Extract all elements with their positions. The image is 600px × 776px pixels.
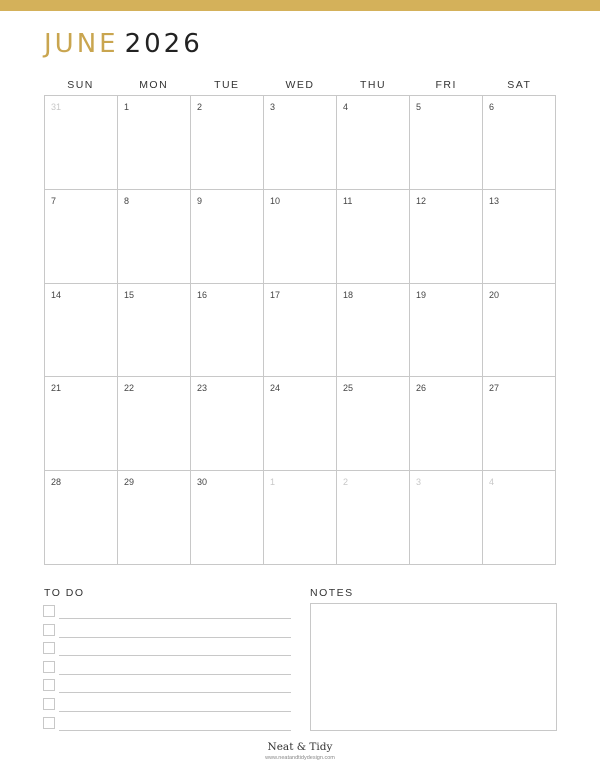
todo-line[interactable] [59, 692, 291, 693]
day-number: 21 [51, 383, 62, 394]
day-cell[interactable] [264, 284, 337, 378]
todo-item [43, 717, 291, 736]
todo-checkbox[interactable] [43, 717, 55, 729]
day-number: 24 [270, 383, 281, 394]
day-cell[interactable] [191, 377, 264, 471]
todo-item [43, 679, 291, 698]
day-cell[interactable] [45, 190, 118, 284]
day-number: 12 [416, 195, 427, 206]
day-number: 3 [416, 477, 422, 488]
brand-logo: Neat & Tidy [267, 741, 333, 753]
todo-line[interactable] [59, 655, 291, 656]
day-number: 7 [51, 195, 57, 206]
todo-line[interactable] [59, 730, 291, 731]
day-number: 16 [197, 289, 208, 300]
day-number: 3 [270, 102, 276, 112]
day-number: 4 [489, 477, 495, 488]
day-cell[interactable] [45, 96, 118, 190]
day-cell[interactable] [264, 377, 337, 471]
day-cell[interactable] [410, 284, 483, 378]
day-cell[interactable] [337, 190, 410, 284]
day-cell[interactable] [410, 190, 483, 284]
day-number: 20 [489, 289, 500, 300]
weekday-mon: MON [139, 79, 169, 91]
day-cell[interactable] [483, 190, 556, 284]
day-number: 6 [489, 102, 495, 112]
todo-item [43, 605, 291, 624]
todo-checkbox[interactable] [43, 624, 55, 636]
todo-list [43, 605, 291, 735]
day-number: 11 [343, 195, 353, 206]
todo-line[interactable] [59, 618, 291, 619]
day-cell[interactable] [483, 284, 556, 378]
title-month: JUNE [44, 29, 119, 59]
day-cell[interactable] [483, 471, 556, 565]
day-number: 1 [270, 477, 276, 488]
day-cell[interactable] [337, 284, 410, 378]
day-cell[interactable] [118, 377, 191, 471]
day-number: 29 [124, 477, 135, 488]
day-number: 1 [124, 102, 130, 112]
day-number: 25 [343, 383, 354, 394]
page-title [44, 29, 203, 59]
day-cell[interactable] [337, 377, 410, 471]
day-number: 22 [124, 383, 135, 394]
weekday-tue: TUE [214, 79, 240, 91]
day-number: 27 [489, 383, 500, 394]
weekday-fri: FRI [435, 79, 457, 91]
day-cell[interactable] [45, 377, 118, 471]
day-number: 5 [416, 102, 422, 112]
weekday-wed: WED [285, 79, 315, 91]
todo-item [43, 624, 291, 643]
day-number: 23 [197, 383, 208, 394]
todo-label: TO DO [44, 587, 85, 599]
day-cell[interactable] [410, 377, 483, 471]
todo-line[interactable] [59, 674, 291, 675]
day-number: 26 [416, 383, 427, 394]
todo-item [43, 642, 291, 661]
day-number: 4 [343, 102, 349, 112]
day-number: 8 [124, 195, 130, 206]
day-number: 30 [197, 477, 208, 488]
todo-checkbox[interactable] [43, 679, 55, 691]
title-year: 2026 [124, 29, 203, 59]
day-number: 31 [51, 102, 62, 112]
notes-label: NOTES [310, 587, 354, 599]
brand-url: www.neatandtidydesign.com [265, 755, 335, 761]
todo-checkbox[interactable] [43, 661, 55, 673]
calendar-grid [44, 95, 556, 565]
day-number: 2 [197, 102, 203, 112]
day-cell[interactable] [264, 471, 337, 565]
todo-line[interactable] [59, 637, 291, 638]
todo-item [43, 698, 291, 717]
day-cell[interactable] [191, 284, 264, 378]
day-number: 28 [51, 477, 62, 488]
day-number: 13 [489, 195, 500, 206]
day-cell[interactable] [118, 284, 191, 378]
day-number: 10 [270, 195, 281, 206]
notes-box[interactable] [310, 603, 557, 731]
todo-checkbox[interactable] [43, 642, 55, 654]
todo-checkbox[interactable] [43, 605, 55, 617]
day-number: 18 [343, 289, 354, 300]
todo-item [43, 661, 291, 680]
day-cell[interactable] [337, 96, 410, 190]
weekday-sun: SUN [67, 79, 94, 91]
day-cell[interactable] [118, 471, 191, 565]
day-cell[interactable] [118, 190, 191, 284]
weekday-sat: SAT [507, 79, 532, 91]
todo-checkbox[interactable] [43, 698, 55, 710]
day-number: 9 [197, 195, 203, 206]
day-cell[interactable] [483, 96, 556, 190]
day-cell[interactable] [191, 190, 264, 284]
day-number: 15 [124, 289, 135, 300]
day-number: 2 [343, 477, 349, 488]
todo-line[interactable] [59, 711, 291, 712]
weekday-header-row [44, 79, 556, 93]
top-accent-bar [0, 0, 600, 11]
day-cell[interactable] [191, 471, 264, 565]
day-cell[interactable] [264, 190, 337, 284]
day-cell[interactable] [483, 377, 556, 471]
day-cell[interactable] [118, 96, 191, 190]
day-cell[interactable] [337, 471, 410, 565]
day-cell[interactable] [45, 471, 118, 565]
day-cell[interactable] [191, 96, 264, 190]
weekday-thu: THU [360, 79, 387, 91]
day-cell[interactable] [45, 284, 118, 378]
day-number: 17 [270, 289, 281, 300]
day-cell[interactable] [410, 471, 483, 565]
day-number: 14 [51, 289, 62, 300]
day-cell[interactable] [410, 96, 483, 190]
day-cell[interactable] [264, 96, 337, 190]
day-number: 19 [416, 289, 427, 300]
